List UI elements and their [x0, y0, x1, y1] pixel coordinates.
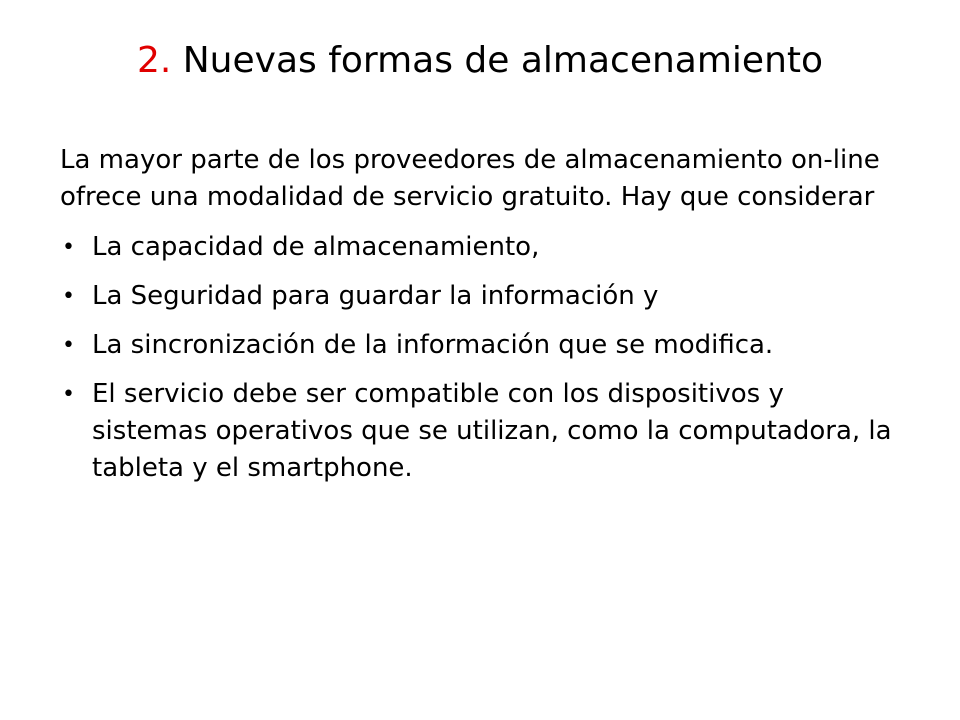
bullet-text: La sincronización de la información que se modifica.: [92, 330, 774, 360]
slide-title: [0, 38, 960, 84]
bullet-dot-icon: •: [62, 333, 75, 358]
slide-content: [60, 142, 900, 499]
intro-paragraph: La mayor parte de los proveedores de almacenamiento on-line ofrece una modalidad de servicio gratuito. Hay que considerar: [60, 145, 880, 212]
bullet-text: El servicio debe ser compatible con los dispositivos y sistemas operativos que se utilizan, como la computadora, la tableta y el smartphone.: [92, 379, 892, 483]
bullet-text: La capacidad de almacenamiento,: [92, 232, 540, 262]
bullet-item: [60, 229, 900, 266]
bullet-dot-icon: •: [62, 382, 75, 407]
bullet-item: [60, 278, 900, 315]
bullet-item: [60, 376, 900, 487]
bullet-dot-icon: •: [62, 235, 75, 260]
bullet-list: [60, 229, 900, 487]
bullet-text: La Seguridad para guardar la información y: [92, 281, 659, 311]
bullet-dot-icon: •: [62, 284, 75, 309]
bullet-item: [60, 327, 900, 364]
title-number: 2.: [136, 40, 172, 81]
title-text: Nuevas formas de almacenamiento: [182, 40, 824, 81]
